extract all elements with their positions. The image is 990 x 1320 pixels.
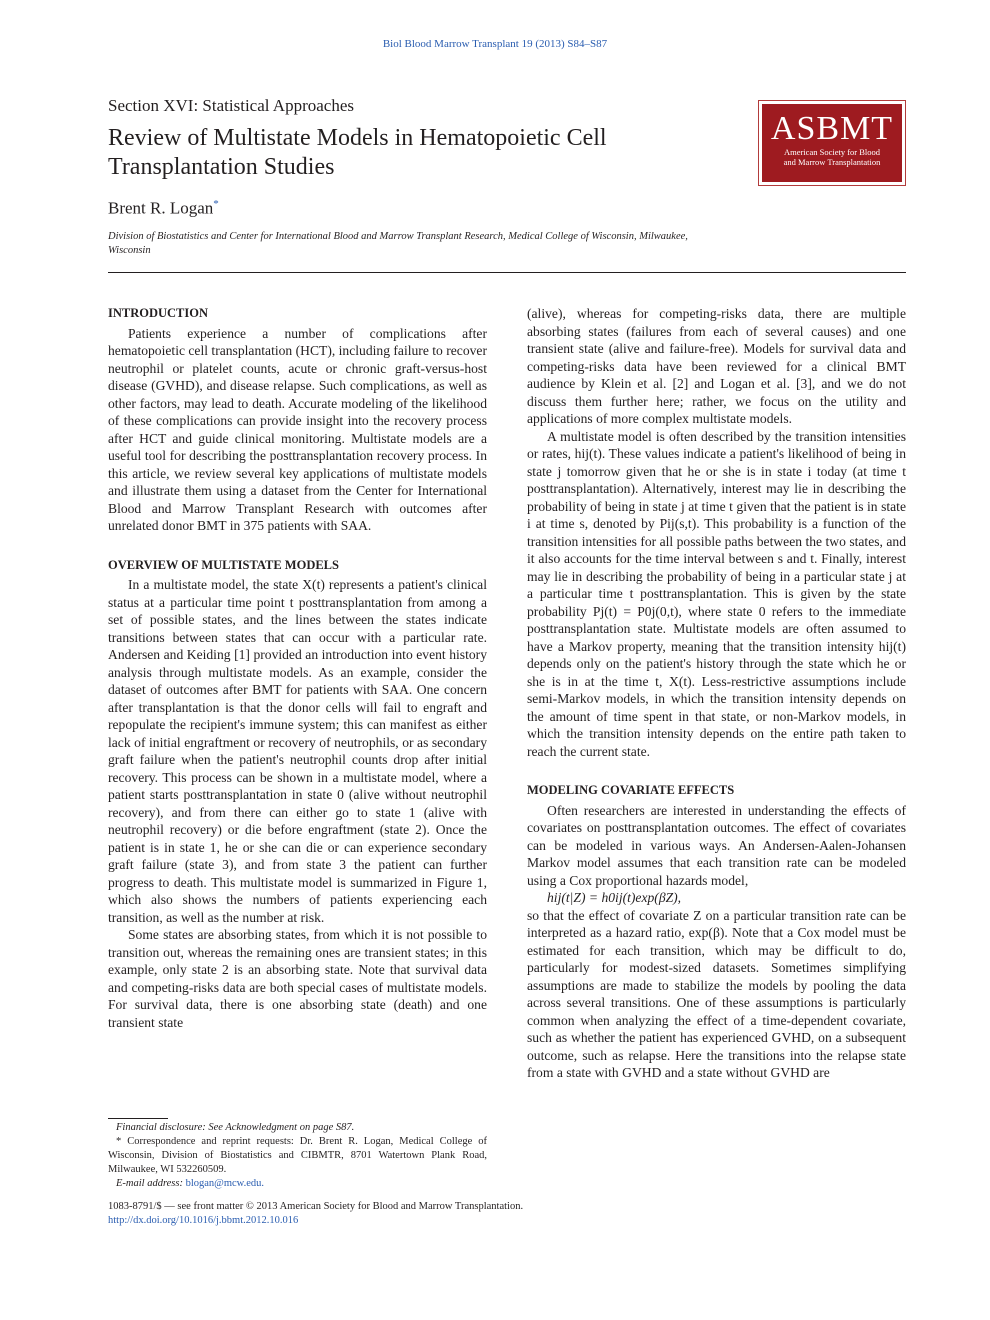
right-column [527, 305, 906, 1082]
overview-continued-paragraph: (alive), whereas for competing-risks data, there are multiple absorbing states (failures from each of several causes) and one transient state (alive and failure-free). Models for survival data and competing-risks data have been reviewed for a clinical BMT audience by Klein et al. [2] and Logan et al. [3], and we do not discuss them further here; rather, we focus on the utility and applications of more complex multistate models. [527, 306, 906, 426]
overview-heading: OVERVIEW OF MULTISTATE MODELS [108, 557, 339, 572]
author-line [108, 198, 219, 219]
author-footnote-mark[interactable]: * [213, 198, 219, 210]
covariate-heading: MODELING COVARIATE EFFECTS [527, 783, 735, 797]
footnote-divider [108, 1118, 168, 1119]
introduction-heading: INTRODUCTION [108, 306, 209, 320]
author-affiliation: Division of Biostatistics and Center for International Blood and Marrow Transplant Research, Medical College of Wisconsin, Milwaukee, Wisconsin [108, 231, 688, 256]
article-title: Review of Multistate Models in Hematopoietic Cell Transplantation Studies [108, 125, 607, 180]
overview-paragraph-1: In a multistate model, the state X(t) represents a patient's clinical status at a particular time point t posttransplantation from among a set of possible states, and the lines between the states indicate transitions between states that can occur with a particular rate. Andersen and Keiding [1] provided an introduction into event history analysis through multistate models. As an example, consider the dataset of outcomes after BMT for patients with SAA. One concern after transplantation is that the donor cells will fail to engraft and repopulate the recipient's immune system; this can manifest as either lack of initial engraftment or recovery of neutrophils, or as secondary graft failure when the patient's neutrophil counts drop after initial recovery. This process can be shown in a multistate model, where a patient starts posttransplantation in state 0 (alive without neutrophil recovery), and from there can either go to state 1 (alive with neutrophil recovery) or die before engraftment (state 2). Once the patient is in state 1, he or she can die or can experience secondary graft failure (state 3), and from state 3 the patient can further progress to death. This multistate model is summarized in Figure 1, which also shows the numbers of patients experiencing each transition, as well as the number at risk. [108, 577, 487, 925]
logo-line-1: American Society for Blood [783, 147, 881, 157]
financial-disclosure: Financial disclosure: See Acknowledgment on page S87. [116, 1122, 355, 1133]
email-label: E-mail address: [116, 1178, 183, 1189]
issn-copyright: 1083-8791/$ — see front matter © 2013 American Society for Blood and Marrow Transplantation. [108, 1201, 524, 1212]
footnotes [108, 1121, 487, 1191]
left-column [108, 305, 487, 1031]
covariate-paragraph-2: so that the effect of covariate Z on a particular transition rate can be interpreted as a hazard ratio, exp(β). Note that a Cox model must be estimated for each transition, which may be difficult to do, particularly for modest-sized datasets. Sometimes simplifying assumptions are made to stabilize the models by pooling the data across several transitions. One of these assumptions is particularly common when analyzing the effect of a time-dependent covariate, such as whether the patient has experienced GVHD, on a subsequent outcome, such as relapse. Here the transitions into the relapse state from a state with GVHD and a state without GVHD are [527, 907, 906, 1080]
covariate-paragraph-1: Often researchers are interested in understanding the effects of covariates on posttransplantation outcomes. The effect of covariates can be modeled in various ways. An Andersen-Aalen-Johansen Markov model assumes that each transition rate can be modeled using a Cox proportional hazards model, [527, 802, 906, 888]
doi-link[interactable]: http://dx.doi.org/10.1016/j.bbmt.2012.10.016 [108, 1215, 299, 1226]
header-divider [108, 272, 906, 273]
author-name: Brent R. Logan [108, 198, 214, 218]
transition-intensity-paragraph: A multistate model is often described by the transition intensities or rates, hij(t). These values indicate a patient's likelihood of being in state j tomorrow given that he or she is in state i today (at time t posttransplantation). Alternatively, interest may lie in describing the probability of being in state j at time t given that the patient is in state i at time s, denoted by Pij(s,t). This probability is a function of the transition intensities for all possible paths between the two states, and it also accounts for the time interval between s and t. Finally, interest may lie in describing the probability of being in a particular state j at a particular time t posttransplantation. This is given by the state probability Pj(t) = P0j(0,t), where state 0 refers to the immediate posttransplantation state. Multistate models are often assumed to have a Markov property, meaning that the transition intensity hij(t) depends only on the patient's history through the state which he or she is in at the time t, X(t). Less-restrictive assumptions include semi-Markov models, in which the transition intensity depends on the amount of time spent in that state, or non-Markov models, in which the transition intensity depends on the entire path taken to reach the current state. [527, 428, 906, 759]
overview-paragraph-2: Some states are absorbing states, from which it is not possible to transition out, whereas the remaining ones are transient states; in this example, only state 2 is an absorbing state. Note that survival data and competing-risks data are both special cases of multistate models. For survival data, there is one absorbing state (death) and one transient state [108, 927, 487, 1030]
asbmt-logo [758, 100, 906, 186]
introduction-paragraph: Patients experience a number of complications after hematopoietic cell transplantation (HCT), including failure to recover neutrophil or platelet counts, acute or chronic graft-versus-host disease (GVHD), and disease relapse. Such complications, as well as other factors, may lead to death. Accurate modeling of the likelihood of these complications can provide insight into the recovery process after HCT and guide clinical monitoring. Multistate models are a useful tool for describing the posttransplantation recovery process. In this article, we review several key applications of multistate models and illustrate them using a dataset from the Center for International Blood and Marrow Transplant Research with outcomes after unrelated donor BMT in 375 patients with SAA. [108, 325, 487, 533]
article-info [108, 1200, 668, 1228]
section-label: Section XVI: Statistical Approaches [108, 96, 354, 115]
cox-equation: hij(t|Z) = h0ij(t)exp(βZ), [547, 890, 682, 905]
journal-reference[interactable]: Biol Blood Marrow Transplant 19 (2013) S84–S87 [382, 38, 608, 50]
logo-acronym: ASBMT [770, 110, 894, 147]
correspondence-note: * Correspondence and reprint requests: Dr. Brent R. Logan, Medical College of Wisconsin, Division of Biostatistics and CIBMTR, 8701 Watertown Plank Road, Milwaukee, WI 532260509. [108, 1136, 487, 1175]
email-link[interactable]: blogan@mcw.edu. [185, 1178, 264, 1189]
logo-line-2: and Marrow Transplantation [783, 156, 881, 167]
